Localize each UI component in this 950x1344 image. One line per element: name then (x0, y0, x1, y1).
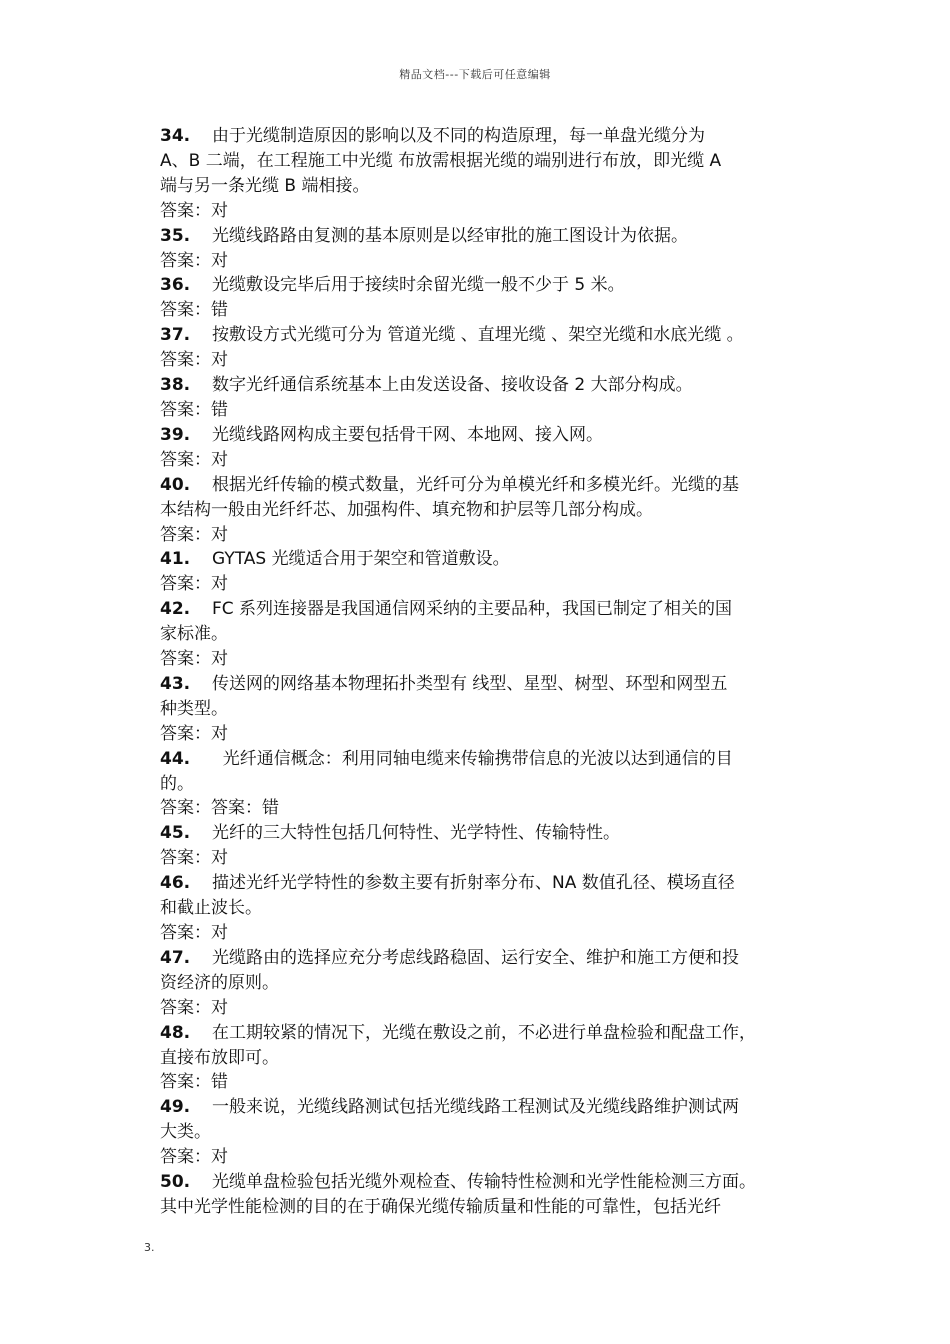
question-text: 描述光纤光学特性的参数主要有折射率分布、NA 数值孔径、模场直径 (212, 873, 735, 894)
question-text: 直接布放即可。 (160, 1047, 279, 1068)
text-line (160, 796, 820, 821)
text-line (160, 846, 820, 871)
text-line (160, 547, 820, 572)
question-number: 36. (160, 275, 191, 296)
text-line (160, 1170, 820, 1195)
question-text: 光缆单盘检验包括光缆外观检查、传输特性检测和光学性能检测三方面。 (212, 1172, 756, 1193)
answer-text: 答案：对 (160, 848, 228, 869)
text-line (160, 871, 820, 896)
answer-text: 答案：对 (160, 997, 228, 1018)
answer-text: 答案：对 (160, 449, 228, 470)
text-line (160, 423, 820, 448)
text-line (160, 1120, 820, 1145)
text-line (160, 323, 820, 348)
question-number: 40. (160, 474, 191, 495)
question-number: 49. (160, 1097, 191, 1118)
text-line (160, 298, 820, 323)
answer-text: 答案：错 (160, 300, 228, 321)
answer-text: 答案：错 (160, 1072, 228, 1093)
question-number: 41. (160, 549, 191, 570)
question-text: 和截止波长。 (160, 898, 262, 919)
text-line (160, 597, 820, 622)
question-number: 46. (160, 873, 191, 894)
question-text: 由于光缆制造原因的影响以及不同的构造原理，每一单盘光缆分为 (212, 126, 705, 146)
text-line (160, 946, 820, 971)
answer-text: 答案：答案：错 (160, 798, 279, 819)
text-line (160, 448, 820, 473)
question-text: 的。 (160, 773, 194, 794)
answer-text: 答案：对 (160, 250, 228, 271)
text-line (160, 747, 820, 772)
text-line (160, 697, 820, 722)
question-number: 47. (160, 947, 191, 968)
question-text: 家标准。 (160, 624, 228, 645)
answer-text: 答案：对 (160, 1147, 228, 1168)
text-line (160, 772, 820, 797)
text-line (160, 199, 820, 224)
text-line (160, 921, 820, 946)
question-text: 本结构一般由光纤纤芯、加强构件、填充物和护层等几部分构成。 (160, 499, 653, 520)
question-text: 光缆路由的选择应充分考虑线路稳固、运行安全、维护和施工方便和投 (212, 947, 739, 968)
answer-text: 答案：对 (160, 200, 228, 221)
answer-text: 答案：对 (160, 574, 228, 595)
answer-text: 答案：对 (160, 723, 228, 744)
question-text: 光缆线路路由复测的基本原则是以经审批的施工图设计为依据。 (212, 225, 688, 246)
text-line (160, 996, 820, 1021)
question-text: 种类型。 (160, 698, 228, 719)
question-text: 光纤通信概念：利用同轴电缆来传输携带信息的光波以达到通信的目 (212, 748, 733, 769)
text-line (160, 672, 820, 697)
text-line (160, 647, 820, 672)
question-text: 光纤的三大特性包括几何特性、光学特性、传输特性。 (212, 823, 620, 844)
question-text: 其中光学性能检测的目的在于确保光缆传输质量和性能的可靠性，包括光纤 (160, 1196, 721, 1217)
text-line (160, 1046, 820, 1071)
question-number: 50. (160, 1172, 191, 1193)
question-text: 光缆敷设完毕后用于接续时余留光缆一般不少于 5 米。 (212, 275, 625, 296)
question-text: 根据光纤传输的模式数量，光纤可分为单模光纤和多模光纤。光缆的基 (212, 474, 739, 495)
text-line (160, 722, 820, 747)
question-number: 39. (160, 424, 191, 445)
question-text: 资经济的原则。 (160, 972, 279, 993)
question-text: 在工期较紧的情况下，光缆在敷设之前，不必进行单盘检验和配盘工作， (212, 1022, 756, 1043)
text-line (160, 1070, 820, 1095)
question-number: 37. (160, 325, 191, 346)
text-line (160, 1195, 820, 1220)
text-line (160, 249, 820, 274)
text-line (160, 124, 820, 149)
text-line (160, 398, 820, 423)
question-number: 42. (160, 599, 191, 620)
text-line (160, 572, 820, 597)
question-number: 48. (160, 1022, 191, 1043)
text-line (160, 174, 820, 199)
question-number: 43. (160, 673, 191, 694)
question-number: 35. (160, 225, 191, 246)
question-text: 端与另一条光缆 B 端相接。 (160, 175, 370, 196)
question-number: 44. (160, 748, 191, 769)
question-text: A、B 二端，在工程施工中光缆 布放需根据光缆的端别进行布放，即光缆 A (160, 150, 722, 171)
text-line (160, 821, 820, 846)
answer-text: 答案：对 (160, 649, 228, 670)
question-text: 一般来说，光缆线路测试包括光缆线路工程测试及光缆线路维护测试两 (212, 1097, 739, 1118)
question-text: GYTAS 光缆适合用于架空和管道敷设。 (212, 549, 510, 570)
answer-text: 答案：对 (160, 350, 228, 371)
question-text: FC 系列连接器是我国通信网采纳的主要品种，我国已制定了相关的国 (212, 599, 733, 620)
question-text: 按敷设方式光缆可分为 管道光缆 、直埋光缆 、架空光缆和水底光缆 。 (212, 325, 744, 346)
question-text: 传送网的网络基本物理拓扑类型有 线型、星型、树型、环型和网型五 (212, 673, 728, 694)
text-line (160, 971, 820, 996)
question-text: 光缆线路网构成主要包括骨干网、本地网、接入网。 (212, 424, 603, 445)
text-line (160, 373, 820, 398)
text-line (160, 896, 820, 921)
answer-text: 答案：对 (160, 923, 228, 943)
page-header: 精品文档---下载后可任意编辑 (399, 68, 551, 81)
text-line (160, 473, 820, 498)
question-number: 45. (160, 823, 191, 844)
text-line (160, 348, 820, 373)
text-line (160, 224, 820, 249)
text-line (160, 1095, 820, 1120)
text-line (160, 622, 820, 647)
text-line (160, 149, 820, 174)
answer-text: 答案：对 (160, 524, 228, 545)
page-number: 3. (144, 1241, 155, 1254)
text-line (160, 273, 820, 298)
text-line (160, 498, 820, 523)
question-text: 数字光纤通信系统基本上由发送设备、接收设备 2 大部分构成。 (212, 375, 693, 396)
text-line (160, 1145, 820, 1170)
answer-text: 答案：错 (160, 399, 228, 420)
document-body (160, 124, 820, 1220)
text-line (160, 523, 820, 548)
question-number: 34. (160, 126, 191, 146)
question-text: 大类。 (160, 1122, 211, 1143)
text-line (160, 1021, 820, 1046)
question-number: 38. (160, 375, 191, 396)
